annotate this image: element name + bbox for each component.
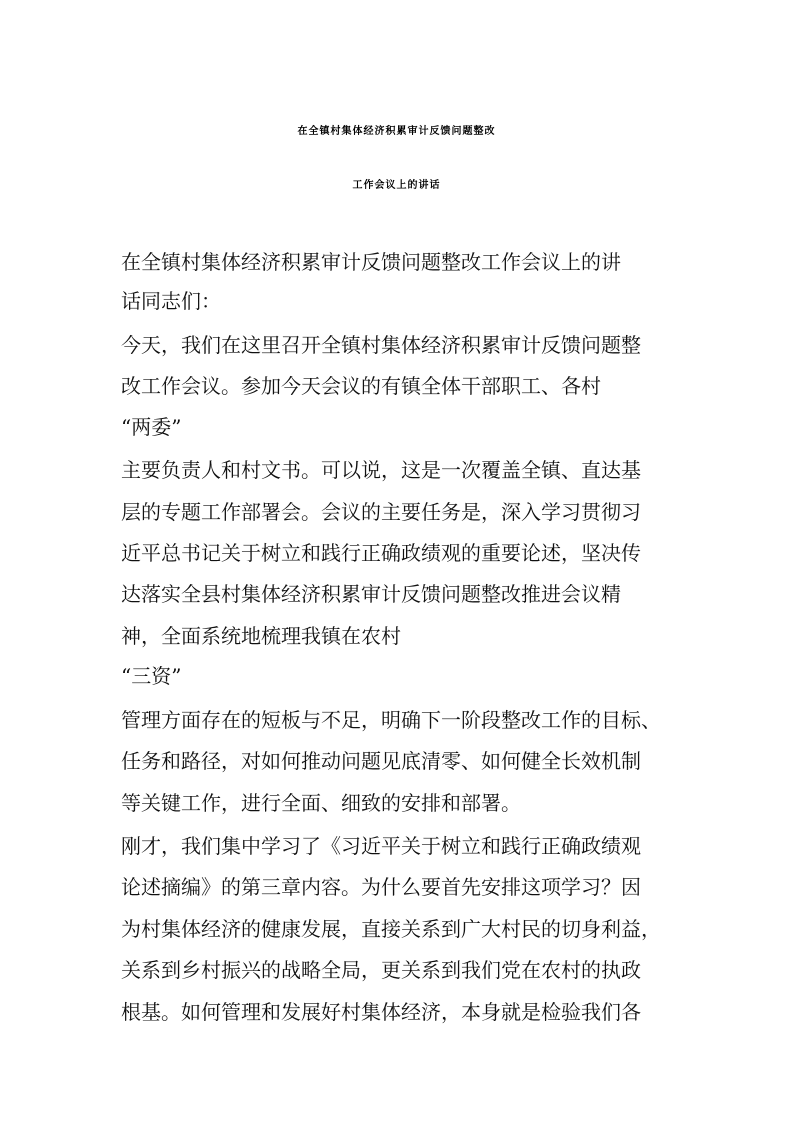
document-title-line-2: 工作会议上的讲话 xyxy=(352,180,441,191)
body-line: “两委” xyxy=(121,415,182,439)
body-line: 话同志们： xyxy=(121,289,221,313)
body-line: “三资” xyxy=(121,664,182,688)
body-line: 层的专题工作部署会。会议的主要任务是，深入学习贯彻习 xyxy=(121,500,641,524)
document-title-line-1: 在全镇村集体经济积累审计反馈问题整改 xyxy=(297,126,496,137)
body-line: 等关键工作，进行全面、细致的安排和部署。 xyxy=(121,791,521,815)
body-line: 刚才，我们集中学习了《习近平关于树立和践行正确政绩观 xyxy=(121,834,641,858)
body-line: 根基。如何管理和发展好村集体经济，本身就是检验我们各 xyxy=(121,1000,641,1024)
body-line: 达落实全县村集体经济积累审计反馈问题整改推进会议精 xyxy=(121,582,621,606)
body-line: 今天，我们在这里召开全镇村集体经济积累审计反馈问题整 xyxy=(121,333,641,357)
body-line: 神，全面系统地梳理我镇在农村 xyxy=(121,624,401,648)
body-line: 主要负责人和村文书。可以说，这是一次覆盖全镇、直达基 xyxy=(121,458,641,482)
body-line: 论述摘编》的第三章内容。为什么要首先安排这项学习？因 xyxy=(121,875,641,899)
body-line: 近平总书记关于树立和践行正确政绩观的重要论述，坚决传 xyxy=(121,541,641,565)
body-line: 在全镇村集体经济积累审计反馈问题整改工作会议上的讲 xyxy=(121,250,621,274)
body-line: 任务和路径，对如何推动问题见底清零、如何健全长效机制 xyxy=(121,749,641,773)
body-line: 管理方面存在的短板与不足，明确下一阶段整改工作的目标、 xyxy=(121,708,661,732)
body-line: 为村集体经济的健康发展，直接关系到广大村民的切身利益， xyxy=(121,917,661,941)
body-line: 关系到乡村振兴的战略全局，更关系到我们党在农村的执政 xyxy=(121,958,641,982)
body-line: 改工作会议。参加今天会议的有镇全体干部职工、各村 xyxy=(121,374,601,398)
